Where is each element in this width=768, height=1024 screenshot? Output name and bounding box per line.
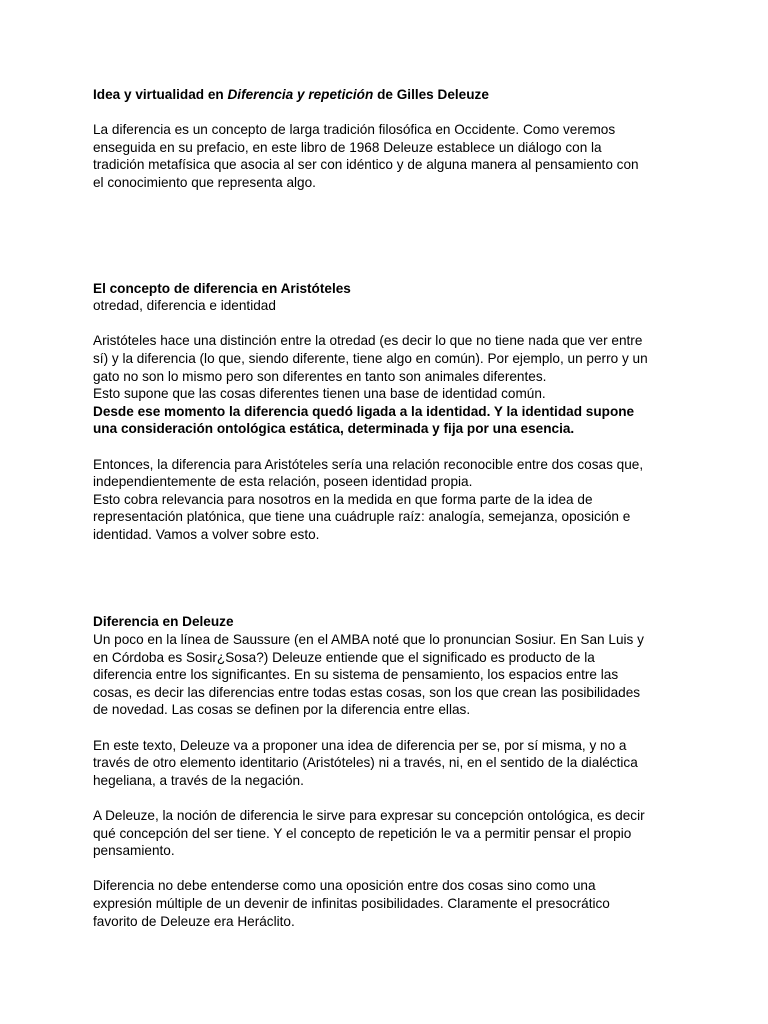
text-line: expresión múltiple de un devenir de infinitas posibilidades. Claramente el presocrático	[93, 895, 610, 911]
deleuze-paragraph-3	[93, 807, 683, 860]
text-line: diferencia entre los significantes. En su sistema de pensamiento, los espacios entre las	[93, 667, 619, 683]
text-line: sí) y la diferencia (lo que, siendo diferente, tiene algo en común). Por ejemplo, un perro y un	[93, 350, 648, 366]
text-line: hegeliana, a través de la negación.	[93, 772, 304, 788]
text-line: Un poco en la línea de Saussure (en el AMBA noté que lo pronuncian Sosiur. En San Luis y	[93, 632, 644, 648]
text-line: A Deleuze, la noción de diferencia le sirve para expresar su concepción ontológica, es decir	[93, 808, 645, 823]
text-line: través de otro elemento identitario (Aristóteles) ni a través, ni, en el sentido de la dialéctica	[93, 755, 638, 771]
section-subheading: otredad, diferencia e identidad	[93, 298, 276, 314]
bold-text-line: Desde ese momento la diferencia quedó ligada a la identidad. Y la identidad supone	[93, 403, 635, 419]
text-line: de novedad. Las cosas se definen por la diferencia entre ellas.	[93, 702, 471, 718]
section-heading-deleuze: Diferencia en Deleuze	[93, 614, 234, 630]
text-line: representación platónica, que tiene una cuádruple raíz: analogía, semejanza, oposición e	[93, 509, 631, 525]
aristoteles-paragraph-2	[93, 456, 683, 544]
document-body	[93, 86, 683, 930]
deleuze-paragraph-2	[93, 737, 683, 790]
text-line: pensamiento.	[93, 843, 175, 859]
intro-paragraph	[93, 121, 683, 191]
text-line: tradición metafísica que asocia al ser con idéntico y de alguna manera al pensamiento con	[93, 157, 639, 173]
text-line: En este texto, Deleuze va a proponer una idea de diferencia per se, por sí misma, y no a	[93, 737, 627, 753]
text-line: La diferencia es un concepto de larga tradición filosófica en Occidente. Como veremos	[93, 122, 616, 138]
text-line: qué concepción del ser tiene. Y el concepto de repetición le va a permitir pensar el propio	[93, 825, 632, 841]
text-line: enseguida en su prefacio, en este libro de 1968 Deleuze establece un diálogo con la	[93, 139, 602, 155]
title-prefix: Idea y virtualidad en	[93, 87, 228, 102]
text-line: identidad. Vamos a volver sobre esto.	[93, 526, 320, 542]
text-line: Diferencia no debe entenderse como una oposición entre dos cosas sino como una	[93, 878, 596, 894]
bold-text-line: una consideración ontológica estática, determinada y fija por una esencia.	[93, 421, 575, 437]
deleuze-paragraph-1	[93, 631, 683, 719]
text-line: Aristóteles hace una distinción entre la otredad (es decir lo que no tiene nada que ver entre	[93, 333, 643, 349]
text-line: en Córdoba es Sosir¿Sosa?) Deleuze entiende que el significado es producto de la	[93, 649, 595, 665]
title-book: Diferencia y repetición	[227, 87, 374, 102]
aristoteles-paragraph-1	[93, 332, 683, 438]
text-line: gato no son lo mismo pero son diferentes en tanto son animales diferentes.	[93, 368, 547, 384]
section-heading-aristoteles: El concepto de diferencia en Aristóteles	[93, 280, 351, 296]
document-title	[93, 86, 683, 104]
text-line: favorito de Deleuze era Heráclito.	[93, 913, 295, 929]
title-suffix: de Gilles Deleuze	[373, 87, 489, 102]
text-line: independientemente de esta relación, poseen identidad propia.	[93, 474, 473, 490]
text-line: el conocimiento que representa algo.	[93, 174, 316, 190]
text-line: Esto cobra relevancia para nosotros en la medida en que forma parte de la idea de	[93, 491, 593, 507]
text-line: Esto supone que las cosas diferentes tienen una base de identidad común.	[93, 386, 546, 402]
text-line: cosas, es decir las diferencias entre todas estas cosas, son los que crean las posibilidades	[93, 684, 641, 700]
text-line: Entonces, la diferencia para Aristóteles sería una relación reconocible entre dos cosas que,	[93, 456, 644, 472]
deleuze-paragraph-4	[93, 877, 683, 930]
